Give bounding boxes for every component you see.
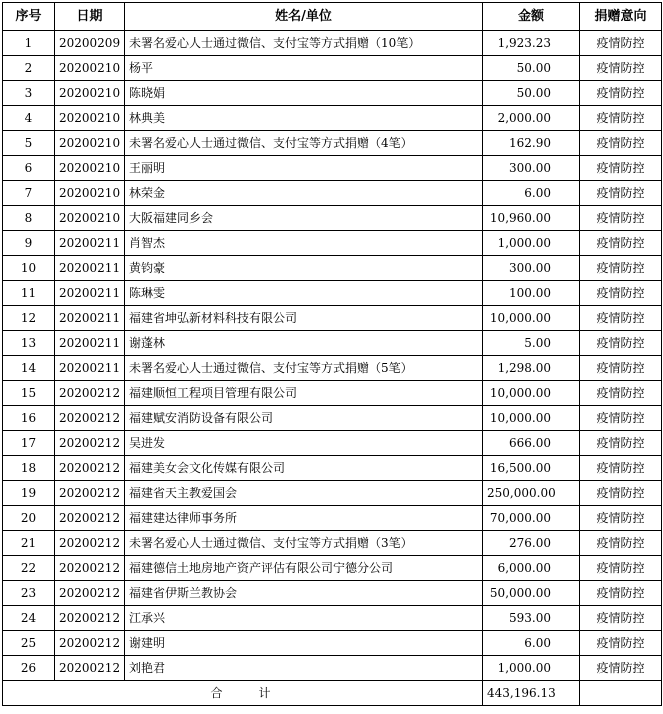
cell-seq: 4	[3, 106, 55, 131]
table-row	[3, 81, 662, 106]
cell-name: 陈琳雯	[125, 281, 483, 306]
table-row	[3, 306, 662, 331]
table-row	[3, 506, 662, 531]
cell-date: 20200209	[55, 31, 125, 56]
cell-purpose: 疫情防控	[580, 31, 662, 56]
cell-seq: 12	[3, 306, 55, 331]
table-row	[3, 181, 662, 206]
cell-seq: 11	[3, 281, 55, 306]
table-row	[3, 631, 662, 656]
cell-seq: 19	[3, 481, 55, 506]
total-label: 合计	[3, 681, 483, 706]
cell-date: 20200210	[55, 81, 125, 106]
cell-name: 吴进发	[125, 431, 483, 456]
cell-amount: 16,500.00	[483, 456, 580, 481]
cell-seq: 26	[3, 656, 55, 681]
table-row	[3, 381, 662, 406]
cell-seq: 15	[3, 381, 55, 406]
cell-name: 王丽明	[125, 156, 483, 181]
cell-purpose: 疫情防控	[580, 356, 662, 381]
table-row	[3, 356, 662, 381]
cell-name: 未署名爱心人士通过微信、支付宝等方式捐赠（10笔）	[125, 31, 483, 56]
header-date: 日期	[55, 3, 125, 31]
cell-date: 20200212	[55, 431, 125, 456]
table-row	[3, 156, 662, 181]
cell-seq: 23	[3, 581, 55, 606]
table-row	[3, 56, 662, 81]
cell-amount: 1,000.00	[483, 656, 580, 681]
cell-name: 刘艳君	[125, 656, 483, 681]
header-amount: 金额	[483, 3, 580, 31]
cell-name: 福建美女会文化传媒有限公司	[125, 456, 483, 481]
table-row	[3, 481, 662, 506]
cell-amount: 5.00	[483, 331, 580, 356]
cell-name: 福建建达律师事务所	[125, 506, 483, 531]
cell-purpose: 疫情防控	[580, 281, 662, 306]
cell-date: 20200211	[55, 281, 125, 306]
donation-table	[2, 2, 662, 706]
cell-date: 20200210	[55, 106, 125, 131]
cell-amount: 300.00	[483, 156, 580, 181]
cell-date: 20200212	[55, 531, 125, 556]
cell-date: 20200211	[55, 306, 125, 331]
cell-name: 未署名爱心人士通过微信、支付宝等方式捐赠（3笔）	[125, 531, 483, 556]
cell-purpose: 疫情防控	[580, 631, 662, 656]
cell-name: 杨平	[125, 56, 483, 81]
table-row	[3, 531, 662, 556]
header-purpose: 捐赠意向	[580, 3, 662, 31]
cell-seq: 14	[3, 356, 55, 381]
cell-purpose: 疫情防控	[580, 556, 662, 581]
cell-date: 20200211	[55, 231, 125, 256]
cell-purpose: 疫情防控	[580, 156, 662, 181]
cell-date: 20200212	[55, 456, 125, 481]
table-row	[3, 656, 662, 681]
cell-amount: 10,000.00	[483, 381, 580, 406]
table-row	[3, 456, 662, 481]
table-row	[3, 281, 662, 306]
cell-date: 20200211	[55, 331, 125, 356]
cell-name: 未署名爱心人士通过微信、支付宝等方式捐赠（4笔）	[125, 131, 483, 156]
cell-purpose: 疫情防控	[580, 331, 662, 356]
cell-date: 20200210	[55, 131, 125, 156]
cell-date: 20200210	[55, 206, 125, 231]
table-row	[3, 556, 662, 581]
cell-purpose: 疫情防控	[580, 506, 662, 531]
cell-name: 未署名爱心人士通过微信、支付宝等方式捐赠（5笔）	[125, 356, 483, 381]
cell-name: 林典美	[125, 106, 483, 131]
total-purpose-cell	[580, 681, 662, 706]
cell-amount: 2,000.00	[483, 106, 580, 131]
table-row	[3, 256, 662, 281]
cell-purpose: 疫情防控	[580, 606, 662, 631]
total-amount: 443,196.13	[483, 681, 580, 706]
cell-amount: 1,298.00	[483, 356, 580, 381]
cell-name: 谢蓬林	[125, 331, 483, 356]
cell-name: 林荣金	[125, 181, 483, 206]
table-row	[3, 581, 662, 606]
cell-date: 20200210	[55, 56, 125, 81]
cell-purpose: 疫情防控	[580, 581, 662, 606]
table-row	[3, 331, 662, 356]
cell-amount: 10,000.00	[483, 406, 580, 431]
cell-date: 20200211	[55, 256, 125, 281]
cell-purpose: 疫情防控	[580, 131, 662, 156]
cell-date: 20200212	[55, 581, 125, 606]
cell-seq: 16	[3, 406, 55, 431]
table-row	[3, 131, 662, 156]
cell-purpose: 疫情防控	[580, 531, 662, 556]
header-seq: 序号	[3, 3, 55, 31]
cell-seq: 21	[3, 531, 55, 556]
cell-name: 福建顺恒工程项目管理有限公司	[125, 381, 483, 406]
cell-name: 大阪福建同乡会	[125, 206, 483, 231]
cell-purpose: 疫情防控	[580, 456, 662, 481]
cell-name: 福建赋安消防设备有限公司	[125, 406, 483, 431]
cell-amount: 50.00	[483, 56, 580, 81]
cell-date: 20200210	[55, 181, 125, 206]
cell-name: 江承兴	[125, 606, 483, 631]
table-row	[3, 606, 662, 631]
total-row	[3, 681, 662, 706]
cell-date: 20200212	[55, 406, 125, 431]
cell-amount: 1,923.23	[483, 31, 580, 56]
cell-amount: 276.00	[483, 531, 580, 556]
table-row	[3, 31, 662, 56]
cell-name: 陈晓娟	[125, 81, 483, 106]
cell-date: 20200212	[55, 481, 125, 506]
cell-seq: 6	[3, 156, 55, 181]
cell-name: 福建省坤弘新材料科技有限公司	[125, 306, 483, 331]
table-row	[3, 231, 662, 256]
cell-seq: 25	[3, 631, 55, 656]
cell-date: 20200212	[55, 656, 125, 681]
cell-amount: 250,000.00	[483, 481, 580, 506]
cell-date: 20200212	[55, 506, 125, 531]
cell-seq: 13	[3, 331, 55, 356]
cell-seq: 18	[3, 456, 55, 481]
cell-date: 20200210	[55, 156, 125, 181]
cell-purpose: 疫情防控	[580, 481, 662, 506]
cell-name: 福建省伊斯兰教协会	[125, 581, 483, 606]
cell-amount: 50.00	[483, 81, 580, 106]
cell-seq: 3	[3, 81, 55, 106]
table-row	[3, 431, 662, 456]
cell-amount: 10,000.00	[483, 306, 580, 331]
cell-date: 20200212	[55, 606, 125, 631]
cell-purpose: 疫情防控	[580, 306, 662, 331]
cell-name: 福建省天主教爱国会	[125, 481, 483, 506]
cell-date: 20200212	[55, 556, 125, 581]
cell-seq: 22	[3, 556, 55, 581]
cell-amount: 666.00	[483, 431, 580, 456]
cell-purpose: 疫情防控	[580, 381, 662, 406]
cell-seq: 20	[3, 506, 55, 531]
cell-amount: 593.00	[483, 606, 580, 631]
cell-seq: 5	[3, 131, 55, 156]
table-row	[3, 206, 662, 231]
table-row	[3, 406, 662, 431]
cell-date: 20200212	[55, 381, 125, 406]
cell-amount: 6,000.00	[483, 556, 580, 581]
cell-seq: 2	[3, 56, 55, 81]
cell-date: 20200212	[55, 631, 125, 656]
cell-purpose: 疫情防控	[580, 431, 662, 456]
cell-purpose: 疫情防控	[580, 656, 662, 681]
cell-amount: 6.00	[483, 631, 580, 656]
cell-seq: 24	[3, 606, 55, 631]
cell-purpose: 疫情防控	[580, 181, 662, 206]
cell-seq: 1	[3, 31, 55, 56]
cell-seq: 10	[3, 256, 55, 281]
cell-purpose: 疫情防控	[580, 256, 662, 281]
cell-name: 谢建明	[125, 631, 483, 656]
cell-name: 福建德信土地房地产资产评估有限公司宁德分公司	[125, 556, 483, 581]
cell-amount: 6.00	[483, 181, 580, 206]
header-row	[3, 3, 662, 31]
header-name: 姓名/单位	[125, 3, 483, 31]
cell-amount: 162.90	[483, 131, 580, 156]
cell-purpose: 疫情防控	[580, 206, 662, 231]
cell-amount: 50,000.00	[483, 581, 580, 606]
cell-amount: 300.00	[483, 256, 580, 281]
cell-seq: 7	[3, 181, 55, 206]
cell-purpose: 疫情防控	[580, 406, 662, 431]
cell-seq: 8	[3, 206, 55, 231]
cell-amount: 70,000.00	[483, 506, 580, 531]
cell-amount: 10,960.00	[483, 206, 580, 231]
cell-name: 黄钧豪	[125, 256, 483, 281]
table-body	[3, 31, 662, 681]
table-row	[3, 106, 662, 131]
cell-amount: 1,000.00	[483, 231, 580, 256]
cell-purpose: 疫情防控	[580, 81, 662, 106]
cell-seq: 17	[3, 431, 55, 456]
cell-amount: 100.00	[483, 281, 580, 306]
cell-purpose: 疫情防控	[580, 106, 662, 131]
cell-purpose: 疫情防控	[580, 56, 662, 81]
cell-date: 20200211	[55, 356, 125, 381]
cell-seq: 9	[3, 231, 55, 256]
cell-purpose: 疫情防控	[580, 231, 662, 256]
cell-name: 肖智杰	[125, 231, 483, 256]
